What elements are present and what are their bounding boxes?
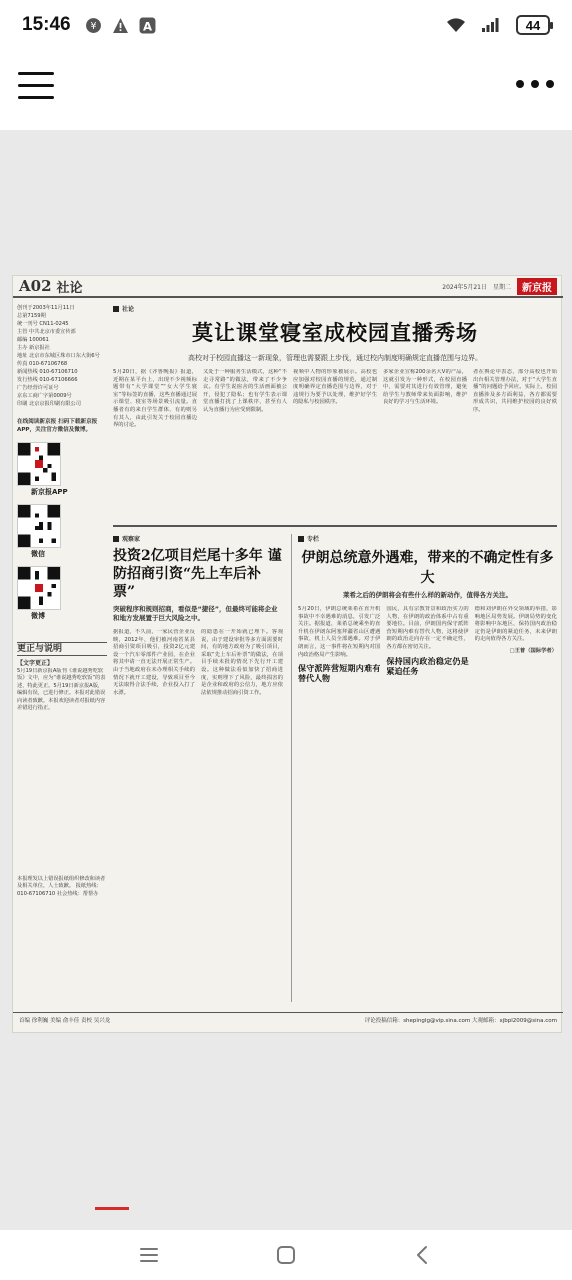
column-column: [475, 606, 557, 986]
menu-icon-line: [18, 84, 54, 87]
page-progress-indicator: [95, 1207, 129, 1210]
issue-date: 2024年5月21日: [442, 283, 487, 291]
payment-icon: [85, 17, 102, 34]
menu-icon-line: [18, 96, 54, 99]
qr-code-weibo-icon: [17, 566, 61, 610]
newspaper-viewer[interactable]: [0, 130, 572, 1230]
editorial-body: [113, 369, 557, 519]
editorial-column: 5月20日，据《齐鲁晚报》报道，近期在某平台上，出现不少视频标题带有“大学课堂”“女大学生寝室”等标签的直播，这些直播通过展示课堂、寝室等场景吸引流量。直播者有的来自学生群体，有的则另有其人，由此引发关于校园直播边界的讨论。: [113, 369, 197, 429]
observer-article[interactable]: [113, 534, 283, 1002]
info-line: 主办 新京报社: [17, 345, 50, 351]
info-line: 统一刊号 CN11-0245: [17, 321, 69, 327]
svg-text:¥: ¥: [90, 20, 97, 32]
column-body: [298, 606, 557, 986]
menu-icon-line: [18, 72, 54, 75]
column-subheading: 保持国内政治稳定仍是紧迫任务: [386, 655, 469, 676]
qr-label-wechat: 微信: [31, 550, 45, 558]
app-toolbar: [0, 50, 572, 130]
column-paragraph: 国民，具有宗教背景和政治实力的人物，在伊朗的政治体系中占有重要地位。目前，伊朗国内保守派阵营短期内难有替代人物，这将使伊朗的政治走向存在一定不确定性，各方都在密切关注。: [386, 606, 469, 650]
section-title: 社论: [56, 280, 83, 296]
column-deck: 莱希之后的伊朗将会有些什么样的新动作，值得各方关注。: [343, 591, 512, 599]
column-tag: 专栏: [298, 534, 557, 543]
observer-headline: 投资2亿项目烂尾十多年 谨防招商引资“先上车后补票”: [113, 548, 282, 600]
observer-column: 的隐患在一开始就已埋下。客观说，由于建设审批等多方面需要时间，有的地方政府为了吸引项目，采取“先上车后补票”的做法，在项目手续未批的情况下先行开工建设。这种做法看似加快了招商进度，实则埋下了风险，最终损害的是企业和政府的公信力，地方应依法依规推动招商引资工作。: [201, 629, 283, 696]
info-line: 京东工商广字第0009号: [17, 393, 72, 399]
newspaper-page[interactable]: [12, 275, 562, 1033]
nav-home-button[interactable]: [271, 1240, 301, 1270]
svg-text:A: A: [142, 18, 152, 33]
column-paragraph: 5月20日，伊朗总统莱希在直升机事故中不幸遇难的消息，引发广泛关注。据报道，莱希总统乘坐的直升机在伊朗东阿塞拜疆省山区遭遇事故，机上人员全部遇难。对于伊朗而言，这一事件将在短期内对国内政治格局产生影响。: [298, 606, 381, 658]
wifi-icon: [446, 17, 463, 34]
menu-button[interactable]: [18, 72, 54, 102]
qr-label-weibo: 微博: [31, 612, 45, 620]
observer-deck: 突破程序和规则招商，看似是“捷径”，但最终可能将企业和地方发展置于巨大风险之中。: [113, 605, 278, 622]
observer-body: [113, 629, 283, 999]
footer-contact: 评论投稿信箱：shepinglg@vip.sina.com 大观邮箱：xjbpl2009@sina.com: [364, 1017, 557, 1024]
column-subheading: 保守派阵营短期内难有替代人物: [298, 663, 381, 684]
info-line: 新闻热线 010-67106710: [17, 369, 78, 375]
info-line: 邮编 100061: [17, 337, 49, 343]
home-icon: [274, 1243, 298, 1267]
info-line: 印刷 北京京报印刷有限公司: [17, 401, 81, 407]
issue-weekday: 星期二: [492, 283, 511, 291]
corrections-text: 5月19日新京报A版刊《谁说越秀吃软饭》文中，应为“谁说越秀吃软饭”的表述，特此更正。5月19日新京报A版，编辑有误，已进行修正。本报对此错误向读者致歉。本报欢迎读者对报纸内容差错进行指正。: [17, 668, 106, 712]
column-article[interactable]: [291, 534, 557, 1002]
status-bar: [0, 0, 572, 50]
info-line: 主管 中共北京市委宣传部: [17, 329, 76, 335]
page-masthead: [13, 276, 563, 298]
editorial-subhead: 高校对于校园直播这一新现象，管理也需要跟上步伐，通过校内制度明确规定直播范围与边界。: [188, 354, 482, 362]
info-line: 发行热线 010-67106666: [17, 377, 78, 383]
column-byline: □王普（国际学者）: [509, 647, 557, 654]
page-number: A02: [19, 277, 52, 295]
info-line: 广告经营许可证号: [17, 385, 59, 391]
info-line: 传真 010-67106768: [17, 361, 68, 367]
newspaper-logo: 新京报: [517, 278, 557, 295]
editorial-column: 视频中人物的形象被展示。高校也应加强对校园直播的规范，通过制度明确界定直播范围与边界，对于违规行为要予以处理，维护好学生的隐私与校园秩序。: [293, 369, 377, 406]
app-promo-text: 在线阅读新京报 扫码下载新京报APP，关注官方微信及微博。: [17, 419, 98, 433]
info-line: 总第7159期: [17, 313, 46, 319]
observer-tag: 观察家: [113, 534, 283, 543]
page-footer: [13, 1012, 563, 1026]
editorial-tag: 社论: [113, 304, 557, 313]
editorial-headline: 莫让课堂寝室成校园直播秀场: [192, 320, 478, 345]
editorial-column: 多家企业宣称200余名大V的产品，这就引发为一种形式，在校园直播中，需要对其进行有效管理，避免给学生与教师带来负面影响，维护良好的学习与生活环境。: [383, 369, 467, 406]
editorial-column: 者在舆论中表态，部分高校也开始出台相关管理办法，对于“大学生直播”的问题给予回应。实际上，校园直播涉及多方面利益，各方都需要形成共识，共同维护校园的良好秩序。: [473, 369, 557, 413]
column-column: [386, 606, 468, 986]
qr-code-wechat-icon: [17, 504, 61, 548]
column-paragraph: 德和刘伊朗在外交领域的举措，影响地区局势发展。伊朗局势的变化将影响中东地区，保持国内政治稳定仍是伊朗的紧迫任务，未来伊朗的走向值得各方关注。: [474, 606, 557, 643]
nav-back-button[interactable]: [408, 1240, 438, 1270]
menu-icon: [137, 1243, 161, 1267]
back-icon: [411, 1243, 435, 1267]
column-headline: 伊朗总统意外遇难，带来的不确定性有多大: [301, 550, 554, 586]
more-dot-icon: [531, 80, 539, 88]
corrections-title: 更正与说明: [17, 642, 107, 656]
app-a-icon: [139, 17, 156, 34]
more-dot-icon: [546, 80, 554, 88]
footer-editors: 首编 徐利巍 美编 俞丰佳 责校 吴兴龙: [19, 1017, 111, 1024]
section-divider: [113, 525, 557, 527]
battery-indicator: 44: [516, 15, 550, 35]
nav-menu-button[interactable]: [134, 1240, 164, 1270]
corrections-footer: 本报理发以上错误报纸组织修改和读者及相关单位，人士致歉。 报纸热线：010-67106710 社会热线：帮帮办: [17, 876, 106, 897]
editorial-article[interactable]: [113, 304, 557, 527]
status-time: 15:46: [22, 14, 71, 35]
signal-icon: [481, 17, 498, 34]
info-column: [17, 304, 107, 1014]
more-dot-icon: [516, 80, 524, 88]
observer-column: 据报道，不久前，一家民营企业反映，2012年，他们被河南省某县招商引资项目吸引，投资2亿元建设一个汽车零部件产业园，在企业将其申请一直无法开展正常生产。由于当地政府在未办理相关手续的情况下就开工建设，导致项目至今无法取得合法手续，企业投入打了水漂。: [113, 629, 195, 696]
alert-triangle-icon: [112, 17, 129, 34]
qr-label-app: 新京报APP: [31, 488, 68, 496]
info-line: 创刊于2003年11月11日: [17, 305, 75, 311]
qr-code-app-icon: [17, 442, 61, 486]
more-options-button[interactable]: [516, 80, 554, 92]
editorial-column: 又处于一种服务生活模式，这种“不走寻常路”的做法，带来了不少争议。有学生说宿舍的生活画面被公开，侵犯了隐私；也有学生表示课堂直播打扰了上课秩序，甚至有人认为直播行为应受到限制。: [203, 369, 287, 413]
column-column: [298, 606, 380, 986]
lower-articles: [113, 534, 557, 1002]
system-nav-bar: [0, 1230, 572, 1280]
info-line: 地址 北京市东城区珠市口东大街6号: [17, 353, 100, 359]
corrections-subtitle: 【文字更正】: [17, 660, 54, 667]
